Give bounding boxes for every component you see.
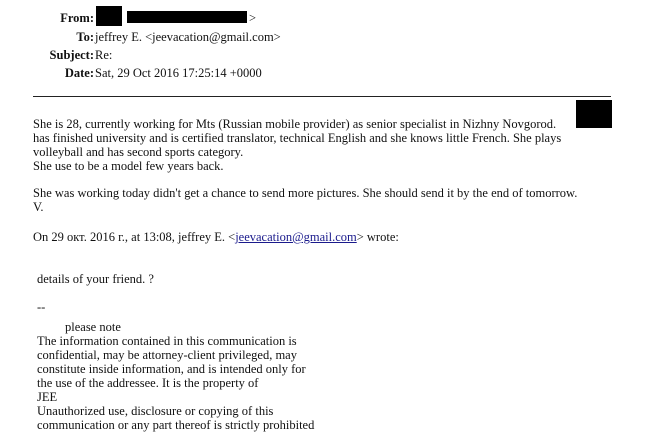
signature-line: Unauthorized use, disclosure or copying of this <box>37 404 274 418</box>
redaction-block <box>96 6 122 26</box>
body-line: has finished university and is certified translator, technical English and she knows little French. She plays <box>33 131 562 145</box>
signature-line: the use of the addressee. It is the property of <box>37 376 259 390</box>
signature-line: constitute inside information, and is intended only for <box>37 362 306 376</box>
signature-line: confidential, may be attorney-client privileged, may <box>37 348 297 362</box>
signature-dash: -- <box>37 300 46 314</box>
body-line: volleyball and has second sports category. <box>33 145 244 159</box>
signature-line: The information contained in this communication is <box>37 334 297 348</box>
to-value: jeffrey E. <jeevacation@gmail.com> <box>95 30 281 44</box>
signature-line: communication or any part thereof is strictly prohibited <box>37 418 315 432</box>
body-line: She was working today didn't get a chance to send more pictures. She should send it by the end of tomorrow. <box>33 186 578 200</box>
quoted-line: details of your friend. ? <box>37 272 154 286</box>
subject-label: Subject: <box>49 48 94 62</box>
from-trail: > <box>249 11 257 25</box>
redaction-block <box>576 100 612 128</box>
quoted-message <box>37 272 617 286</box>
date-label: Date: <box>64 66 94 80</box>
body-paragraph-1 <box>33 117 613 173</box>
header-divider <box>33 96 611 97</box>
quote-header <box>33 230 613 244</box>
quote-prefix: On 29 окт. 2016 г., at 13:08, jeffrey E. < <box>33 230 236 244</box>
to-label: To: <box>76 30 94 44</box>
from-label: From: <box>60 11 94 25</box>
quote-suffix: > wrote: <box>356 230 399 244</box>
body-line: She is 28, currently working for Mts (Russian mobile provider) as senior specialist in Nizhny Novgorod. <box>33 117 557 131</box>
body-line: V. <box>33 200 44 214</box>
date-value: Sat, 29 Oct 2016 17:25:14 +0000 <box>95 66 262 80</box>
body-paragraph-2 <box>33 186 613 214</box>
subject-value: Re: <box>95 48 113 62</box>
signature-line: JEE <box>37 390 58 404</box>
body-line: She use to be a model few years back. <box>33 159 224 173</box>
redaction-block <box>127 11 247 23</box>
email-link[interactable]: jeevacation@gmail.com <box>235 230 357 244</box>
signature-block <box>37 300 617 432</box>
signature-line: please note <box>65 320 121 334</box>
